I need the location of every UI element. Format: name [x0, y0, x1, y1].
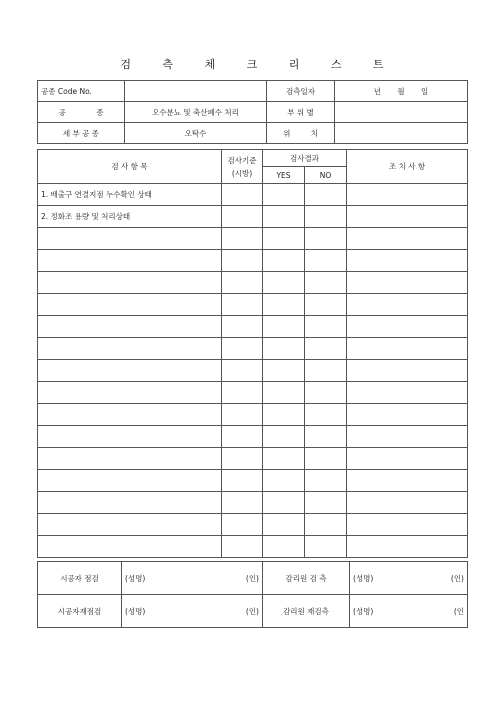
check-item-cell[interactable] — [38, 536, 222, 558]
signature-table — [37, 561, 468, 628]
action-cell[interactable] — [347, 294, 468, 316]
checklist-row — [38, 492, 468, 514]
action-cell[interactable] — [347, 404, 468, 426]
check-item-cell[interactable] — [38, 426, 222, 448]
yes-cell[interactable] — [263, 404, 305, 426]
check-item-cell[interactable] — [38, 448, 222, 470]
yes-cell[interactable] — [263, 206, 305, 228]
criteria-header-line1: 검사기준 — [227, 155, 257, 165]
action-cell[interactable] — [347, 536, 468, 558]
yes-cell[interactable] — [263, 250, 305, 272]
check-item-cell[interactable] — [38, 228, 222, 250]
action-cell[interactable] — [347, 492, 468, 514]
contractor-recheck-sign-field[interactable] — [122, 595, 263, 628]
no-cell[interactable] — [305, 382, 347, 404]
yes-cell[interactable] — [263, 514, 305, 536]
check-item-cell[interactable] — [38, 250, 222, 272]
yes-cell[interactable] — [263, 184, 305, 206]
action-cell[interactable] — [347, 426, 468, 448]
criteria-cell[interactable] — [222, 338, 263, 360]
work-type-field[interactable]: 오수분뇨 및 축산폐수 처리 — [125, 102, 267, 123]
action-cell[interactable] — [347, 272, 468, 294]
item-header: 검 사 항 목 — [38, 150, 222, 184]
checklist-row — [38, 536, 468, 558]
criteria-cell[interactable] — [222, 536, 263, 558]
page-title: 검 측 체 크 리 스 트 — [120, 58, 398, 71]
code-label: 공종 Code No. — [38, 81, 125, 102]
criteria-cell[interactable] — [222, 206, 263, 228]
location-label: 위 치 — [267, 123, 335, 144]
seal-label: (인) — [245, 606, 259, 616]
yes-cell[interactable] — [263, 470, 305, 492]
checklist-row — [38, 382, 468, 404]
info-row-detail-work — [38, 123, 468, 144]
signature-row — [38, 595, 468, 628]
no-cell[interactable] — [305, 272, 347, 294]
check-item-cell[interactable]: 2. 정화조 용량 및 처리상태 — [38, 206, 222, 228]
info-table — [37, 80, 468, 144]
section-label: 부 위 별 — [267, 102, 335, 123]
action-header: 조 치 사 항 — [347, 150, 468, 184]
no-header: NO — [305, 167, 347, 184]
no-cell[interactable] — [305, 514, 347, 536]
checklist-row — [38, 514, 468, 536]
no-cell[interactable] — [305, 470, 347, 492]
info-row-work-type — [38, 102, 468, 123]
checklist-row — [38, 360, 468, 382]
signature-row — [38, 562, 468, 595]
supervisor-inspection-sign-field[interactable] — [350, 562, 468, 595]
no-cell[interactable] — [305, 426, 347, 448]
criteria-cell[interactable] — [222, 404, 263, 426]
criteria-cell[interactable] — [222, 360, 263, 382]
check-item-cell[interactable] — [38, 294, 222, 316]
no-cell[interactable] — [305, 250, 347, 272]
contractor-recheck-label: 시공자재점검 — [38, 595, 122, 628]
check-item-cell[interactable] — [38, 470, 222, 492]
no-cell[interactable] — [305, 536, 347, 558]
no-cell[interactable] — [305, 228, 347, 250]
checklist-row — [38, 272, 468, 294]
check-item-cell[interactable] — [38, 316, 222, 338]
action-cell[interactable] — [347, 382, 468, 404]
no-cell[interactable] — [305, 360, 347, 382]
no-cell[interactable] — [305, 338, 347, 360]
work-type-label: 공 종 — [38, 102, 125, 123]
yes-cell[interactable] — [263, 536, 305, 558]
criteria-header-line2: (시방) — [231, 168, 253, 178]
criteria-cell[interactable] — [222, 514, 263, 536]
checklist-row — [38, 294, 468, 316]
no-cell[interactable] — [305, 206, 347, 228]
yes-cell[interactable] — [263, 492, 305, 514]
action-cell[interactable] — [347, 470, 468, 492]
yes-cell[interactable] — [263, 426, 305, 448]
check-item-cell[interactable] — [38, 272, 222, 294]
yes-cell[interactable] — [263, 294, 305, 316]
checklist-rows — [38, 184, 468, 558]
criteria-cell[interactable] — [222, 294, 263, 316]
contractor-check-sign-field[interactable] — [122, 562, 263, 595]
checklist-row — [38, 470, 468, 492]
criteria-cell[interactable] — [222, 228, 263, 250]
name-label: (성명) — [353, 573, 374, 583]
code-value-field[interactable] — [125, 81, 267, 102]
criteria-cell[interactable] — [222, 470, 263, 492]
check-item-cell[interactable] — [38, 338, 222, 360]
checklist-row — [38, 404, 468, 426]
seal-label: (인) — [450, 573, 464, 583]
yes-header: YES — [263, 167, 305, 184]
criteria-cell[interactable] — [222, 492, 263, 514]
checklist-row — [38, 206, 468, 228]
yes-cell[interactable] — [263, 272, 305, 294]
no-cell[interactable] — [305, 448, 347, 470]
checklist-row — [38, 316, 468, 338]
check-item-cell[interactable] — [38, 382, 222, 404]
supervisor-reinspection-label: 감리원 재검측 — [263, 595, 350, 628]
check-item-cell[interactable] — [38, 360, 222, 382]
name-label: (성명) — [125, 573, 146, 583]
checklist-row — [38, 426, 468, 448]
seal-label: (인) — [245, 573, 259, 583]
action-cell[interactable] — [347, 250, 468, 272]
action-cell[interactable] — [347, 338, 468, 360]
criteria-cell[interactable] — [222, 448, 263, 470]
criteria-cell[interactable] — [222, 426, 263, 448]
yes-cell[interactable] — [263, 228, 305, 250]
name-label: (성명) — [353, 606, 374, 616]
check-item-cell[interactable]: 1. 배출구 연결지점 누수확인 상태 — [38, 184, 222, 206]
no-cell[interactable] — [305, 294, 347, 316]
criteria-cell[interactable] — [222, 184, 263, 206]
yes-cell[interactable] — [263, 382, 305, 404]
contractor-check-label: 시공자 점검 — [38, 562, 122, 595]
detail-work-label: 세 부 공 종 — [38, 123, 125, 144]
no-cell[interactable] — [305, 316, 347, 338]
checklist-row — [38, 250, 468, 272]
criteria-cell[interactable] — [222, 272, 263, 294]
name-label: (성명) — [125, 606, 146, 616]
check-item-cell[interactable] — [38, 404, 222, 426]
location-field[interactable] — [335, 123, 468, 144]
info-row-code — [38, 81, 468, 102]
action-cell[interactable] — [347, 360, 468, 382]
seal-label: (인 — [453, 606, 464, 616]
checklist-row — [38, 228, 468, 250]
supervisor-inspection-label: 감리원 검 측 — [263, 562, 350, 595]
action-cell[interactable] — [347, 206, 468, 228]
yes-cell[interactable] — [263, 338, 305, 360]
detail-work-field[interactable]: 오탁수 — [125, 123, 267, 144]
no-cell[interactable] — [305, 404, 347, 426]
check-item-cell[interactable] — [38, 514, 222, 536]
criteria-cell[interactable] — [222, 316, 263, 338]
checklist-row — [38, 184, 468, 206]
section-field[interactable] — [335, 102, 468, 123]
checklist-row — [38, 448, 468, 470]
check-item-cell[interactable] — [38, 492, 222, 514]
supervisor-reinspection-sign-field[interactable] — [350, 595, 468, 628]
criteria-cell[interactable] — [222, 250, 263, 272]
action-cell[interactable] — [347, 514, 468, 536]
action-cell[interactable] — [347, 184, 468, 206]
yes-cell[interactable] — [263, 448, 305, 470]
action-cell[interactable] — [347, 228, 468, 250]
no-cell[interactable] — [305, 184, 347, 206]
yes-cell[interactable] — [263, 316, 305, 338]
yes-cell[interactable] — [263, 360, 305, 382]
result-header: 검사결과 — [263, 150, 347, 167]
checklist-header-row — [38, 150, 468, 167]
checklist-table — [37, 149, 468, 558]
checklist-row — [38, 338, 468, 360]
action-cell[interactable] — [347, 448, 468, 470]
inspection-date-field[interactable]: 년 월 일 — [335, 81, 468, 102]
criteria-header — [222, 150, 263, 184]
inspection-date-label: 검측일자 — [267, 81, 335, 102]
criteria-cell[interactable] — [222, 382, 263, 404]
no-cell[interactable] — [305, 492, 347, 514]
action-cell[interactable] — [347, 316, 468, 338]
